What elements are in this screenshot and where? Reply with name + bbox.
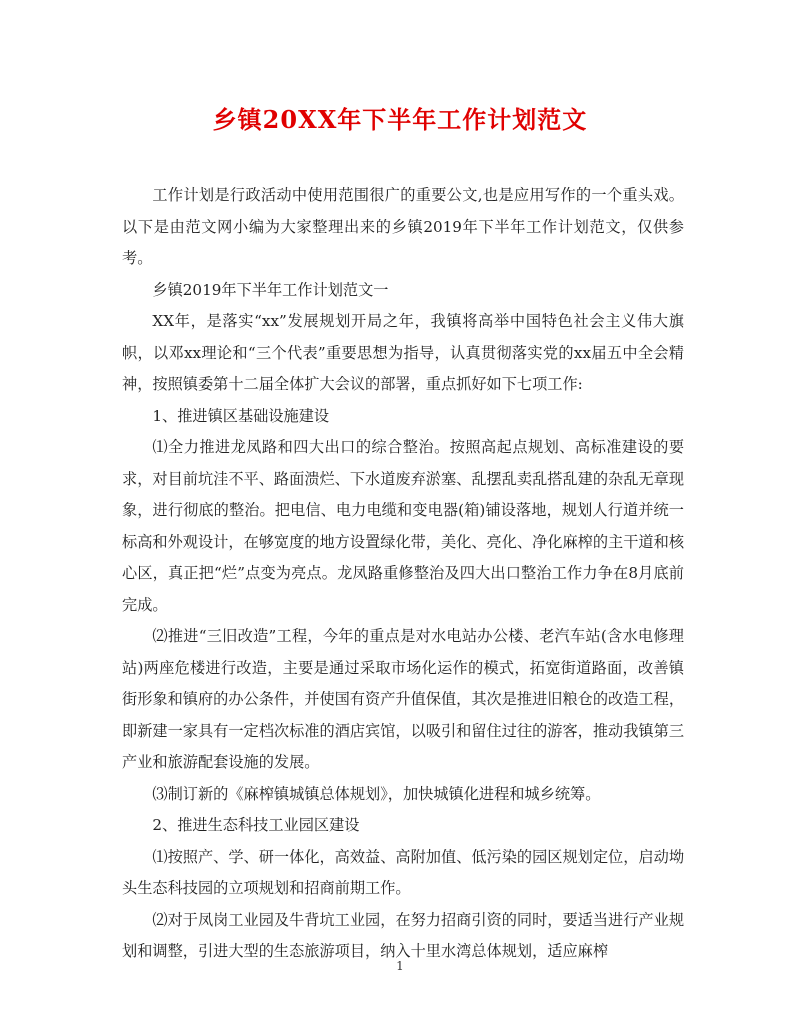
- item-heading: 1、推进镇区基础设施建设: [152, 406, 330, 425]
- page-number: 1: [396, 959, 404, 973]
- document-title: 乡镇20XX年下半年工作计划范文: [212, 105, 588, 134]
- body-paragraph: ⑴全力推进龙凤路和四大出口的综合整治。按照高起点规划、高标准建设的要求，对目前坑洼不平、路面溃烂、下水道废弃淤塞、乱摆乱卖乱搭乱建的杂乱无章现象，进行彻底的整治。把电信、电力电缆和变电器(箱)铺设落地，规划人行道并统一标高和外观设计，在够宽度的地方设置绿化带，美化、亮化、净化麻榨的主干道和核心区，真正把“烂”点变为亮点。龙凤路重修整治及四大出口整治工作力争在8月底前完成。: [122, 438, 684, 614]
- section-heading: 乡镇2019年下半年工作计划范文一: [152, 280, 389, 299]
- intro-paragraph: 工作计划是行政活动中使用范围很广的重要公文,也是应用写作的一个重头戏。以下是由范文网小编为大家整理出来的乡镇2019年下半年工作计划范文，仅供参考。: [122, 186, 684, 267]
- body-paragraph: ⑶制订新的《麻榨镇城镇总体规划》，加快城镇化进程和城乡统筹。: [152, 784, 601, 803]
- body-paragraph: ⑵对于凤岗工业园及牛背坑工业园，在努力招商引资的同时，要适当进行产业规划和调整，引进大型的生态旅游项目，纳入十里水湾总体规划，适应麻榨: [122, 910, 684, 960]
- body-paragraph: XX年，是落实“xx”发展规划开局之年，我镇将高举中国特色社会主义伟大旗帜，以邓xx理论和“三个代表”重要思想为指导，认真贯彻落实党的xx届五中全会精神，按照镇委第十二届全体扩大会议的部署，重点抓好如下七项工作:: [122, 312, 684, 393]
- body-paragraph: ⑵推进“三旧改造”工程，今年的重点是对水电站办公楼、老汽车站(含水电修理站)两座危楼进行改造，主要是通过采取市场化运作的模式，拓宽街道路面，改善镇街形象和镇府的办公条件，并使国有资产升值保值，其次是推进旧粮仓的改造工程，即新建一家具有一定档次标准的酒店宾馆，以吸引和留住过往的游客，推动我镇第三产业和旅游配套设施的发展。: [122, 627, 684, 771]
- document-body: [122, 180, 684, 968]
- body-paragraph: ⑴按照产、学、研一体化，高效益、高附加值、低污染的园区规划定位，启动坳头生态科技园的立项规划和招商前期工作。: [122, 847, 684, 897]
- item-heading: 2、推进生态科技工业园区建设: [152, 816, 360, 834]
